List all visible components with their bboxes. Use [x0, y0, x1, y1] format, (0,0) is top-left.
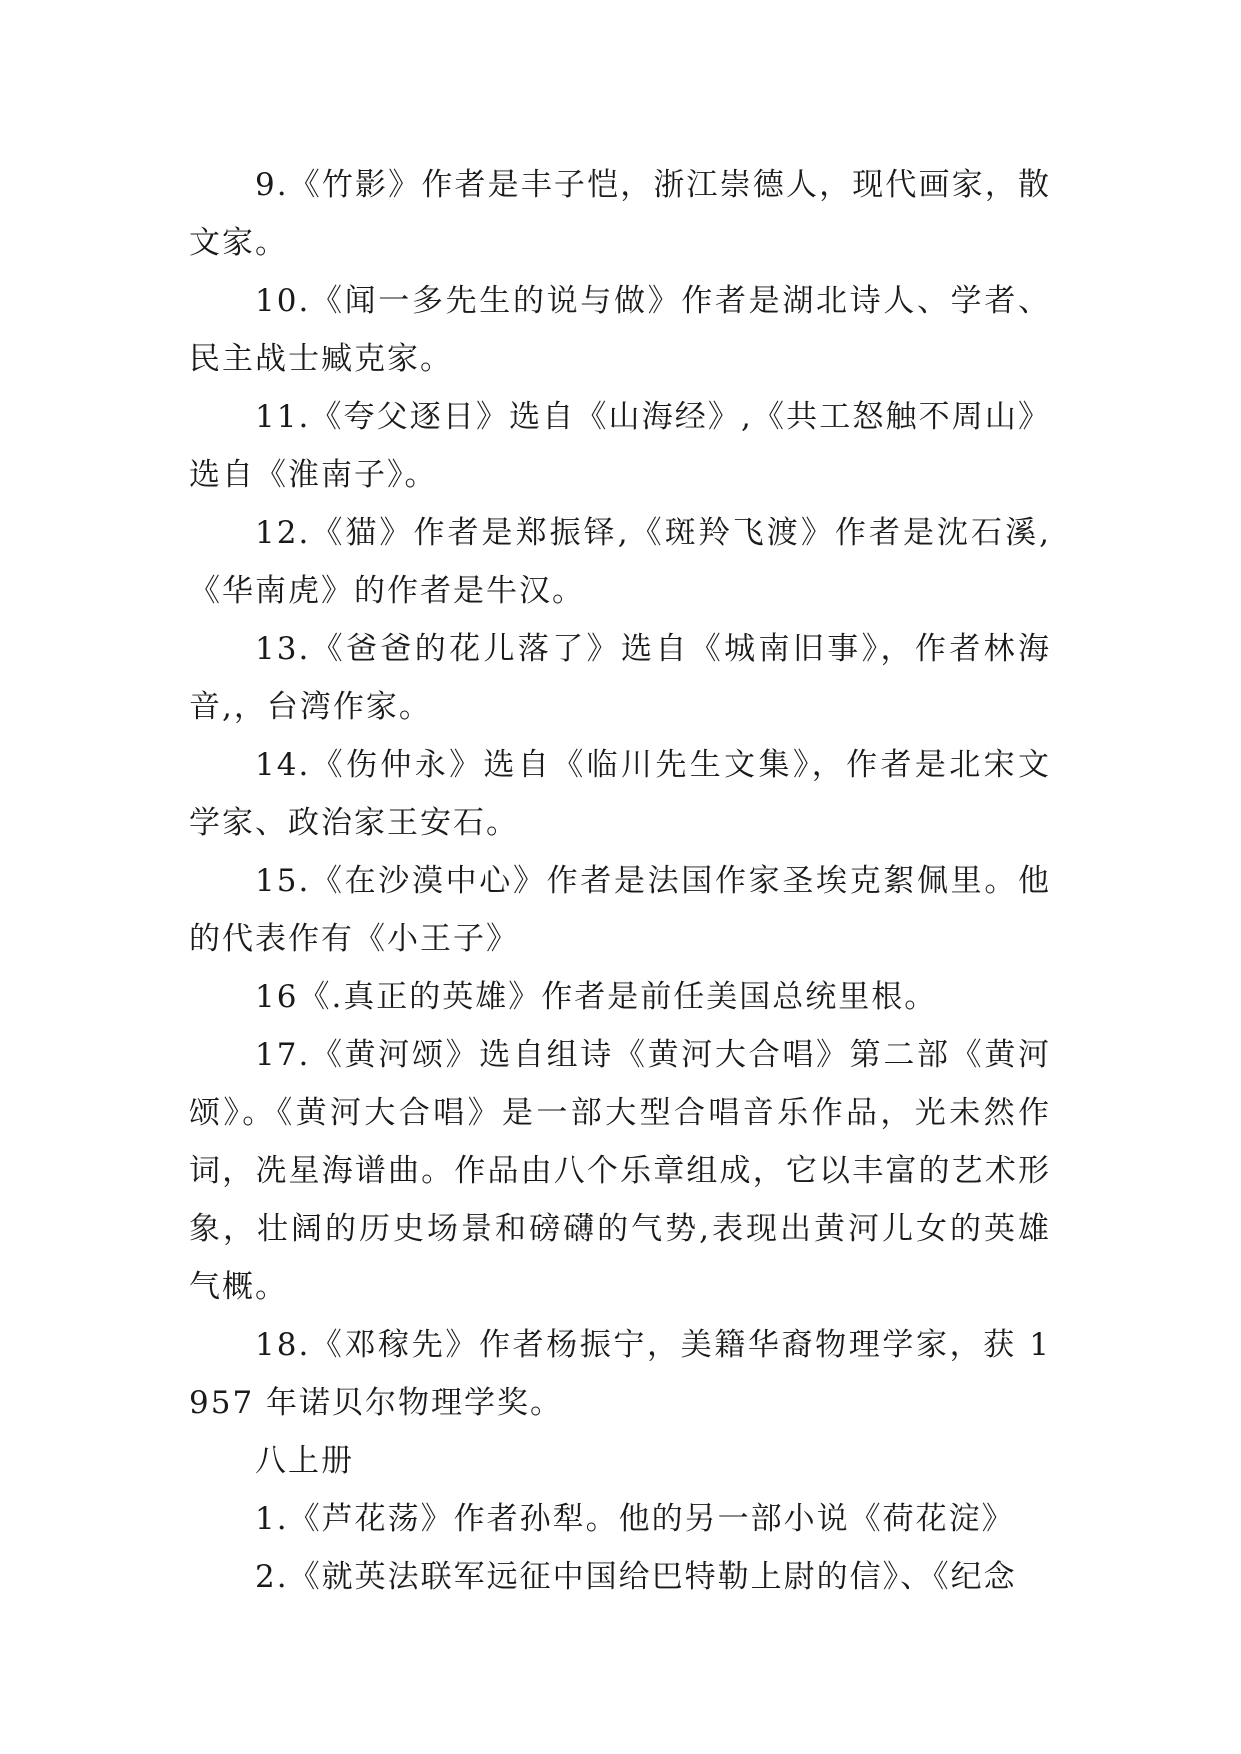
- paragraph-1-luhuadang: 1.《芦花荡》作者孙犁。他的另一部小说《荷花淀》: [255, 1501, 1015, 1537]
- paragraph-2-xin: 2.《就英法联军远征中国给巴特勒上尉的信》、《纪念: [255, 1559, 1017, 1595]
- paragraph-16-yingxiong: 16《.真正的英雄》作者是前任美国总统里根。: [255, 979, 938, 1015]
- paragraph-14-shangzhongyong: 14.《伤仲永》选自《临川先生文集》，作者是北宋文学家、政治家王安石。: [189, 747, 1051, 841]
- paragraph-10-wenyiduo: 10.《闻一多先生的说与做》作者是湖北诗人、学者、民主战士臧克家。: [189, 283, 1051, 377]
- paragraph-18-dengjiaxian: 18.《邓稼先》作者杨振宁，美籍华裔物理学家，获 1957 年诺贝尔物理学奖。: [189, 1327, 1051, 1421]
- paragraph-13-baba: 13.《爸爸的花儿落了》选自《城南旧事》，作者林海音,，台湾作家。: [189, 631, 1051, 725]
- document-body: [189, 156, 1051, 1606]
- paragraph-12-mao: 12.《猫》作者是郑振铎,《斑羚飞渡》作者是沈石溪,《华南虎》的作者是牛汉。: [189, 515, 1051, 609]
- paragraph-15-shamo: 15.《在沙漠中心》作者是法国作家圣埃克絮佩里。他的代表作有《小王子》: [189, 863, 1051, 957]
- paragraph-17-huanghesong: 17.《黄河颂》选自组诗《黄河大合唱》第二部《黄河颂》。《黄河大合唱》是一部大型合唱音乐作品，光未然作词，冼星海谱曲。作品由八个乐章组成，它以丰富的艺术形象，壮阔的历史场景和磅礴的气势,表现出黄河儿女的英雄气概。: [189, 1037, 1051, 1305]
- section-heading-bashangce: 八上册: [255, 1443, 354, 1479]
- paragraph-9-zhuying: 9.《竹影》作者是丰子恺，浙江崇德人，现代画家，散文家。: [189, 167, 1051, 261]
- paragraph-11-kuafu: 11.《夸父逐日》选自《山海经》,《共工怒触不周山》选自《淮南子》。: [189, 399, 1051, 493]
